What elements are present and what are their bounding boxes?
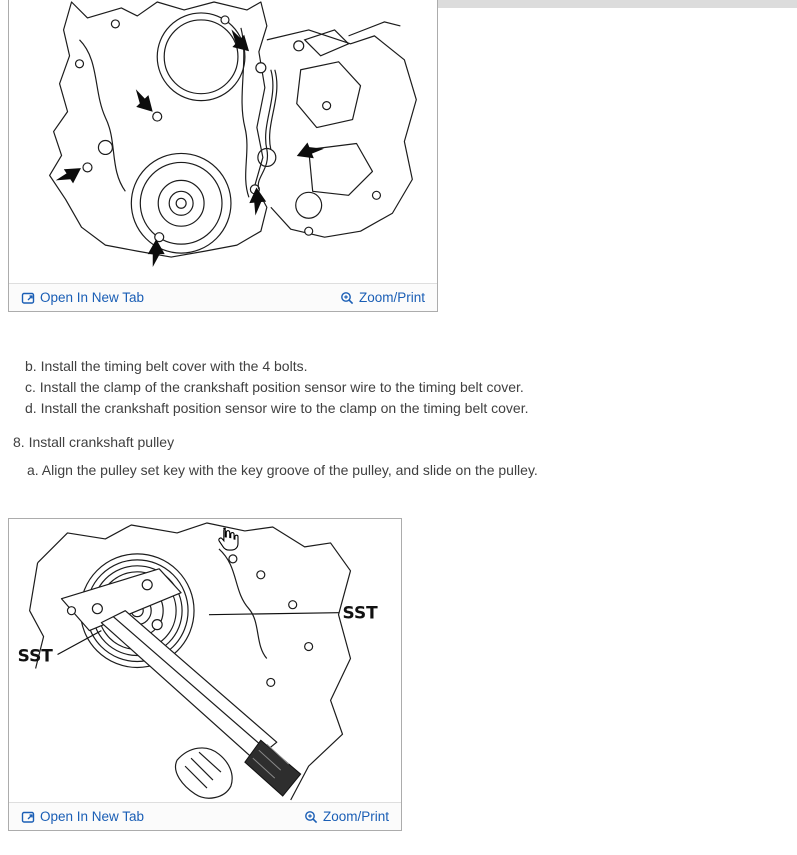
open-in-new-tab-link[interactable] bbox=[21, 809, 144, 824]
magnifier-plus-icon bbox=[340, 291, 354, 305]
instruction-line: d. Install the crankshaft position sensor wire to the clamp on the timing belt cover. bbox=[25, 400, 529, 416]
crank-pulley-diagram-image[interactable] bbox=[9, 519, 401, 802]
diagram-panel-timing-cover bbox=[8, 0, 438, 312]
zoom-print-label: Zoom/Print bbox=[322, 809, 389, 824]
open-in-new-tab-label: Open In New Tab bbox=[40, 809, 145, 824]
open-in-new-tab-link[interactable] bbox=[21, 290, 144, 305]
timing-cover-diagram-image[interactable] bbox=[9, 0, 437, 283]
instruction-line: a. Align the pulley set key with the key groove of the pulley, and slide on the pulley. bbox=[27, 462, 538, 478]
engine-cover-outline bbox=[50, 2, 417, 257]
top-scroll-strip bbox=[437, 0, 797, 8]
instruction-line: b. Install the timing belt cover with the 4 bolts. bbox=[25, 358, 308, 374]
diagram-panel-crank-pulley bbox=[8, 518, 402, 831]
open-in-new-tab-icon bbox=[21, 810, 35, 824]
bolt-pointer-arrows bbox=[53, 26, 326, 267]
instruction-line: c. Install the clamp of the crankshaft position sensor wire to the timing belt cover. bbox=[25, 379, 524, 395]
magnifier-plus-icon bbox=[304, 810, 318, 824]
instruction-step-line: 8. Install crankshaft pulley bbox=[13, 434, 175, 450]
instruction-text-block bbox=[0, 356, 780, 481]
open-in-new-tab-label: Open In New Tab bbox=[40, 290, 145, 305]
zoom-print-link[interactable] bbox=[304, 809, 389, 824]
hand-gripping-tool bbox=[176, 748, 233, 798]
hand-pointer-cursor bbox=[219, 528, 238, 550]
sst-label-left: SST bbox=[17, 645, 53, 666]
zoom-print-link[interactable] bbox=[340, 290, 425, 305]
crank-pulley-line-art bbox=[9, 519, 401, 802]
sst-holder-tool bbox=[62, 569, 277, 760]
sst-label-right: SST bbox=[342, 602, 378, 623]
panel-footer bbox=[9, 283, 437, 311]
timing-cover-line-art bbox=[9, 0, 437, 283]
zoom-print-label: Zoom/Print bbox=[358, 290, 425, 305]
open-in-new-tab-icon bbox=[21, 291, 35, 305]
panel-footer bbox=[9, 802, 401, 830]
